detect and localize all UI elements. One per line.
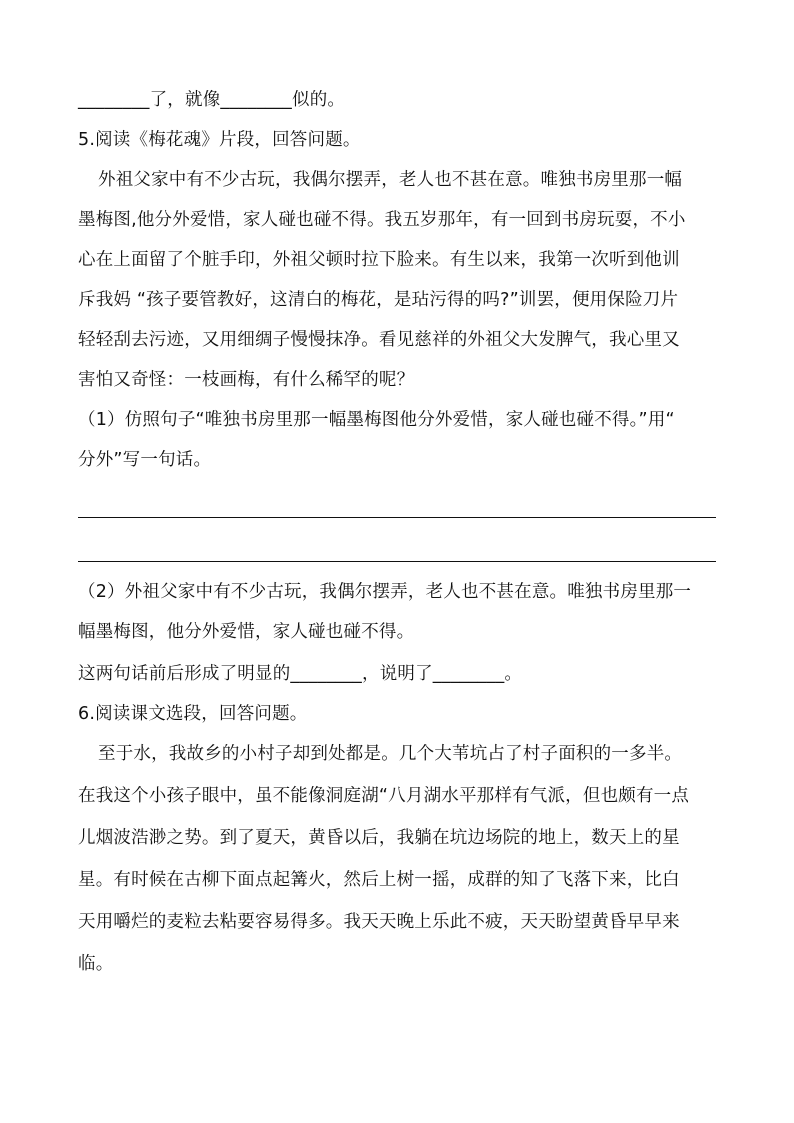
answer-blank-line: ________了，就像________似的。 bbox=[78, 90, 346, 110]
answer-line-2[interactable] bbox=[78, 561, 716, 562]
passage-5-line-6: 害怕又奇怪：一枝画梅，有什么稀罕的呢？ bbox=[78, 370, 415, 390]
sub-question-1-line-1: （1）仿照句子“唯独书房里那一幅墨梅图他分外爱惜，家人碰也碰不得。”用“ bbox=[78, 410, 675, 430]
question-6-heading: 6.阅读课文选段，回答问题。 bbox=[78, 704, 308, 724]
sub-question-2-line-2: 幅墨梅图，他分外爱惜，家人碰也碰不得。 bbox=[78, 622, 415, 642]
question-5-heading: 5.阅读《梅花魂》片段，回答问题。 bbox=[78, 130, 361, 150]
passage-6-line-1: 至于水，我故乡的小村子却到处都是。几个大苇坑占了村子面积的一多半。 bbox=[98, 744, 683, 764]
sub-question-2-prompt: 这两句话前后形成了明显的________，说明了________。 bbox=[78, 664, 523, 684]
sub-question-1-line-2: 分外”写一句话。 bbox=[78, 450, 212, 470]
passage-5-line-1: 外祖父家中有不少古玩，我偶尔摆弄，老人也不甚在意。唯独书房里那一幅 bbox=[98, 170, 683, 190]
passage-5-line-2: 墨梅图,他分外爱惜，家人碰也碰不得。我五岁那年，有一回到书房玩耍，不小 bbox=[78, 210, 686, 230]
passage-5-line-4: 斥我妈 “孩子要管教好，这清白的梅花，是玷污得的吗?”训罢，便用保险刀片 bbox=[78, 290, 679, 310]
passage-6-line-5: 天用嚼烂的麦粒去粘要容易得多。我天天晚上乐此不疲，天天盼望黄昏早早来 bbox=[78, 912, 680, 932]
passage-5-line-5: 轻轻刮去污迹，又用细绸子慢慢抹净。看见慈祥的外祖父大发脾气，我心里又 bbox=[78, 330, 680, 350]
sub-question-2-line-1: （2）外祖父家中有不少古玩，我偶尔摆弄，老人也不甚在意。唯独书房里那一 bbox=[78, 582, 692, 602]
answer-line-1[interactable] bbox=[78, 517, 716, 518]
passage-6-line-2: 在我这个小孩子眼中，虽不能像洞庭湖“八月湖水平那样有气派，但也颇有一点 bbox=[78, 786, 690, 806]
passage-6-line-3: 儿烟波浩渺之势。到了夏天，黄昏以后，我躺在坑边场院的地上，数天上的星 bbox=[78, 828, 680, 848]
passage-6-line-6: 临。 bbox=[78, 954, 114, 974]
passage-5-line-3: 心在上面留了个脏手印，外祖父顿时拉下脸来。有生以来，我第一次听到他训 bbox=[78, 250, 680, 270]
passage-6-line-4: 星。有时候在古柳下面点起篝火，然后上树一摇，成群的知了飞落下来，比白 bbox=[78, 870, 680, 890]
